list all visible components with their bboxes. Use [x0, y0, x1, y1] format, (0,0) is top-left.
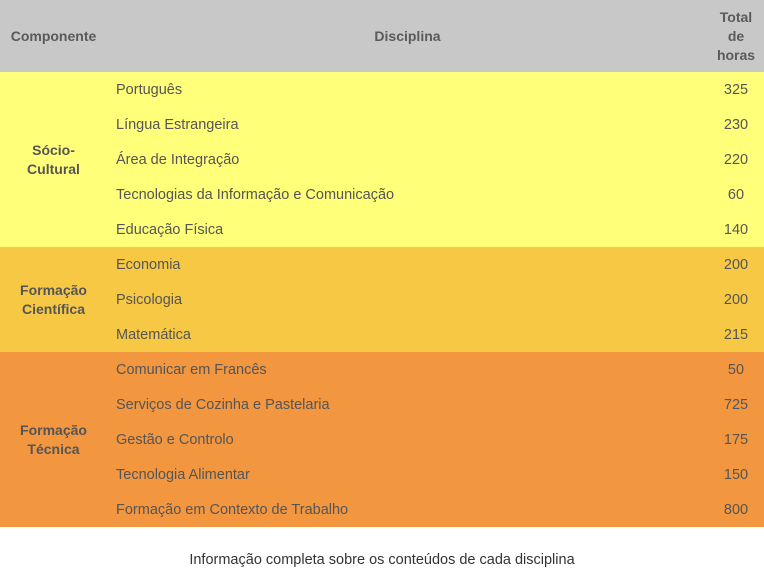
discipline-hours: 800: [708, 492, 764, 527]
discipline-hours: 150: [708, 457, 764, 492]
component-name-line2: Cultural: [27, 160, 80, 177]
discipline-hours: 325: [708, 72, 764, 107]
discipline-hours: 215: [708, 317, 764, 352]
table-row: [0, 387, 764, 422]
discipline-name: Área de Integração: [107, 142, 708, 177]
header-row: [0, 0, 764, 72]
table-header: [0, 0, 764, 72]
table-row: [0, 457, 764, 492]
discipline-hours: 230: [708, 107, 764, 142]
table-row: [0, 107, 764, 142]
group-formacao-tecnica: [0, 352, 764, 527]
header-total-line2: de: [727, 27, 745, 44]
discipline-name: Português: [107, 72, 708, 107]
table-row: [0, 247, 764, 282]
discipline-name: Economia: [107, 247, 708, 282]
discipline-hours: 175: [708, 422, 764, 457]
discipline-name: Matemática: [107, 317, 708, 352]
component-name-line2: Científica: [21, 300, 85, 317]
discipline-name: Educação Física: [107, 212, 708, 247]
discipline-hours: 200: [708, 247, 764, 282]
table-row: [0, 282, 764, 317]
discipline-name: Gestão e Controlo: [107, 422, 708, 457]
table-row: [0, 352, 764, 387]
full-info-link[interactable]: Informação completa sobre os conteúdos de cada disciplina: [189, 552, 575, 568]
header-total-line3: horas: [716, 46, 756, 63]
group-formacao-cientifica: [0, 247, 764, 352]
component-name-line1: Sócio-: [32, 141, 75, 158]
table-row: [0, 177, 764, 212]
discipline-hours: 140: [708, 212, 764, 247]
discipline-name: Tecnologias da Informação e Comunicação: [107, 177, 708, 212]
header-total-line1: Total: [719, 8, 753, 25]
table-row: [0, 212, 764, 247]
table-row: [0, 422, 764, 457]
component-socio-cultural: [0, 72, 107, 247]
header-componente: Componente: [0, 0, 107, 72]
discipline-hours: 725: [708, 387, 764, 422]
discipline-name: Formação em Contexto de Trabalho: [107, 492, 708, 527]
discipline-hours: 220: [708, 142, 764, 177]
discipline-name: Serviços de Cozinha e Pastelaria: [107, 387, 708, 422]
discipline-name: Tecnologia Alimentar: [107, 457, 708, 492]
table-row: [0, 142, 764, 177]
header-total-horas: [708, 0, 764, 72]
table-row: [0, 492, 764, 527]
discipline-name: Língua Estrangeira: [107, 107, 708, 142]
component-formacao-cientifica: [0, 247, 107, 352]
component-name-line1: Formação: [20, 281, 87, 298]
header-disciplina: Disciplina: [107, 0, 708, 72]
component-name-line1: Formação: [20, 421, 87, 438]
table-row: [0, 317, 764, 352]
component-name-line2: Técnica: [27, 440, 80, 457]
component-formacao-tecnica: [0, 352, 107, 527]
table-row: [0, 72, 764, 107]
discipline-hours: 200: [708, 282, 764, 317]
discipline-name: Psicologia: [107, 282, 708, 317]
discipline-hours: 50: [708, 352, 764, 387]
discipline-hours: 60: [708, 177, 764, 212]
discipline-name: Comunicar em Francês: [107, 352, 708, 387]
group-socio-cultural: [0, 72, 764, 247]
